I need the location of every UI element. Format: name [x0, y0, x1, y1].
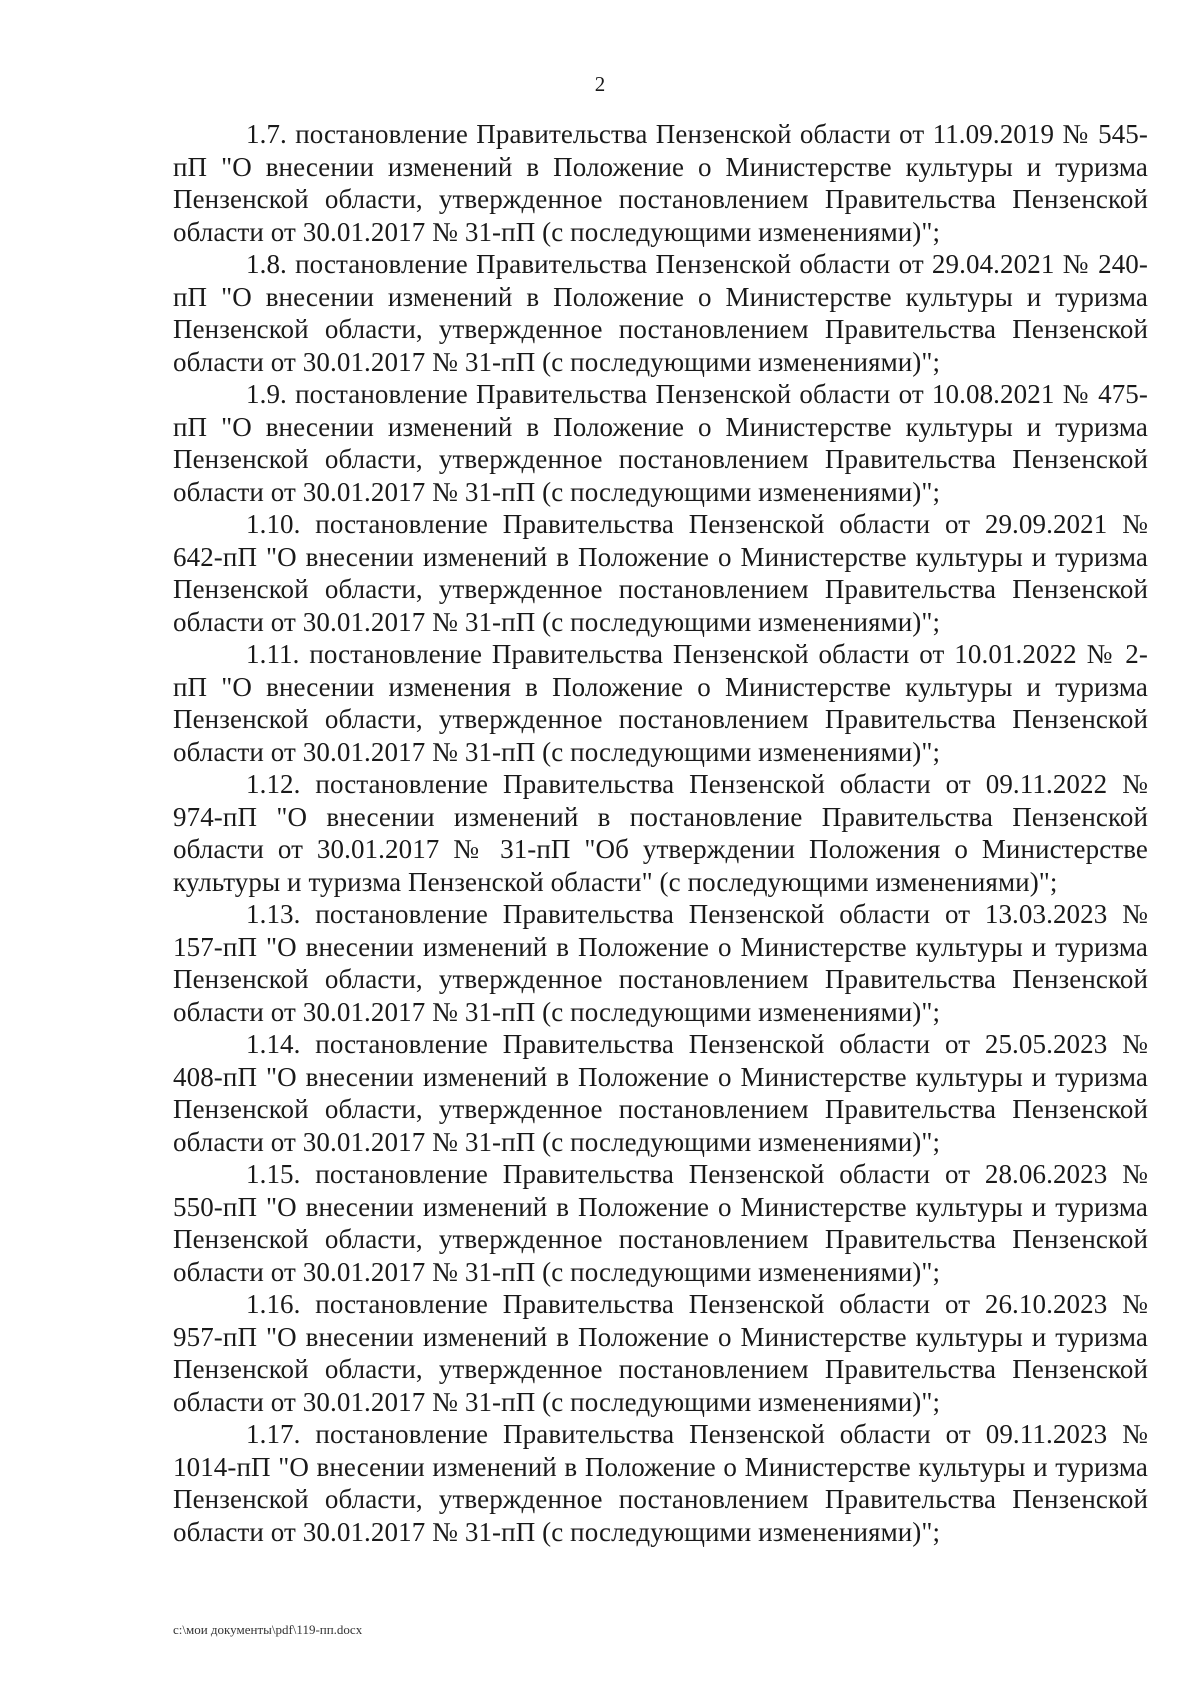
list-item: 1.17. постановление Правительства Пензенской области от 09.11.2023 № 1014-пП "О внесении изменений в Положение о Министерстве культуры и туризма Пензенской области, утвержденное постановлением Правительства Пензенской области от 30.01.2017 № 31-пП (с последующими изменениями)"; — [173, 1419, 1148, 1547]
list-item: 1.9. постановление Правительства Пензенской области от 10.08.2021 № 475-пП "О внесении изменений в Положение о Министерстве культуры и туризма Пензенской области, утвержденное постановлением Правительства Пензенской области от 30.01.2017 № 31-пП (с последующими изменениями)"; — [173, 379, 1148, 507]
list-item: 1.10. постановление Правительства Пензенской области от 29.09.2021 № 642-пП "О внесении изменений в Положение о Министерстве культуры и туризма Пензенской области, утвержденное постановлением Правительства Пензенской области от 30.01.2017 № 31-пП (с последующими изменениями)"; — [173, 509, 1148, 637]
list-item: 1.12. постановление Правительства Пензенской области от 09.11.2022 № 974-пП "О внесении изменений в постановление Правительства Пензенской области от 30.01.2017 № 31-пП "Об утверждении Положения о Министерстве культуры и туризма Пензенской области" (с последующими изменениями)"; — [173, 769, 1148, 897]
list-item: 1.13. постановление Правительства Пензенской области от 13.03.2023 № 157-пП "О внесении изменений в Положение о Министерстве культуры и туризма Пензенской области, утвержденное постановлением Правительства Пензенской области от 30.01.2017 № 31-пП (с последующими изменениями)"; — [173, 899, 1148, 1027]
list-item: 1.15. постановление Правительства Пензенской области от 28.06.2023 № 550-пП "О внесении изменений в Положение о Министерстве культуры и туризма Пензенской области, утвержденное постановлением Правительства Пензенской области от 30.01.2017 № 31-пП (с последующими изменениями)"; — [173, 1159, 1148, 1287]
list-item: 1.7. постановление Правительства Пензенской области от 11.09.2019 № 545-пП "О внесении изменений в Положение о Министерстве культуры и туризма Пензенской области, утвержденное постановлением Правительства Пензенской области от 30.01.2017 № 31-пП (с последующими изменениями)"; — [173, 119, 1148, 247]
page-number: 2 — [594, 72, 606, 96]
document-body — [173, 118, 1148, 1548]
footer-file-path: c:\мои документы\pdf\119-пп.docx — [173, 1622, 363, 1637]
list-item: 1.11. постановление Правительства Пензенской области от 10.01.2022 № 2-пП "О внесении изменения в Положение о Министерстве культуры и туризма Пензенской области, утвержденное постановлением Правительства Пензенской области от 30.01.2017 № 31-пП (с последующими изменениями)"; — [173, 639, 1148, 767]
list-item: 1.16. постановление Правительства Пензенской области от 26.10.2023 № 957-пП "О внесении изменений в Положение о Министерстве культуры и туризма Пензенской области, утвержденное постановлением Правительства Пензенской области от 30.01.2017 № 31-пП (с последующими изменениями)"; — [173, 1289, 1148, 1417]
list-item: 1.8. постановление Правительства Пензенской области от 29.04.2021 № 240-пП "О внесении изменений в Положение о Министерстве культуры и туризма Пензенской области, утвержденное постановлением Правительства Пензенской области от 30.01.2017 № 31-пП (с последующими изменениями)"; — [173, 249, 1148, 377]
list-item: 1.14. постановление Правительства Пензенской области от 25.05.2023 № 408-пП "О внесении изменений в Положение о Министерстве культуры и туризма Пензенской области, утвержденное постановлением Правительства Пензенской области от 30.01.2017 № 31-пП (с последующими изменениями)"; — [173, 1029, 1148, 1157]
